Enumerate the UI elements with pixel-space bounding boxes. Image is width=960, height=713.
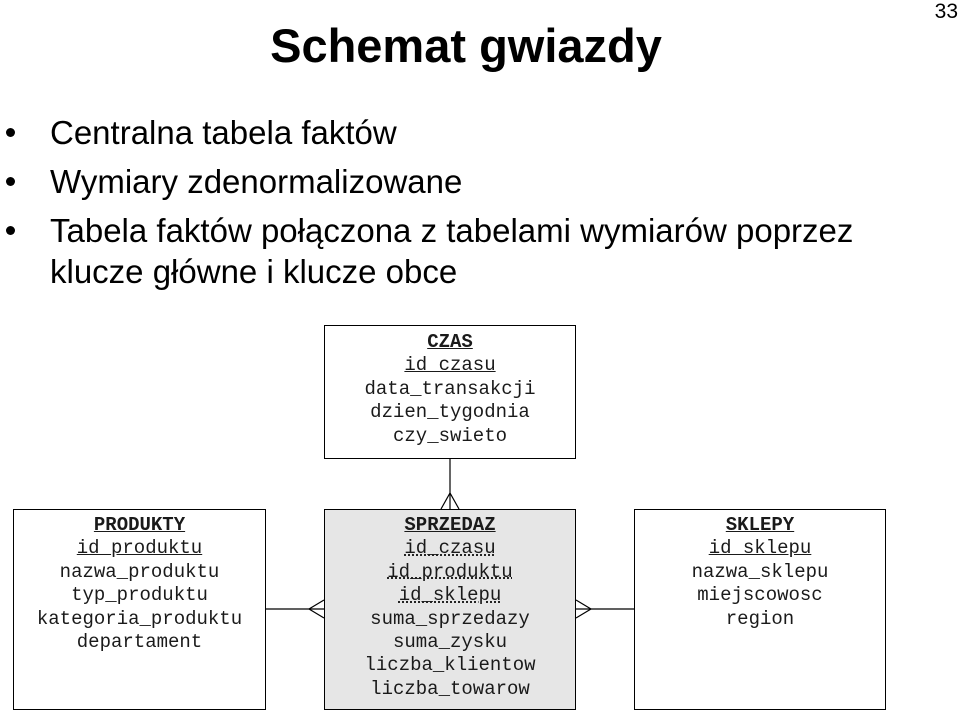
bullet-item: [50, 210, 900, 292]
entity-field: suma_sprzedazy: [370, 607, 530, 630]
slide-title: Schemat gwiazdy: [270, 19, 662, 72]
bullet-list: [50, 112, 900, 300]
bullet-text: Tabela faktów połączona z tabelami wymiarów poprzez klucze główne i klucze obce: [50, 212, 854, 290]
foreign-key-field: id_produktu: [387, 560, 513, 583]
bullet-text: Wymiary zdenormalizowane: [50, 163, 463, 200]
crows-foot-icon: [441, 493, 459, 509]
crows-foot-icon: [309, 600, 324, 618]
entity-produkty: [13, 509, 266, 710]
entity-name: SPRZEDAZ: [404, 514, 496, 536]
entity-name: CZAS: [427, 331, 473, 353]
entity-field: kategoria_produktu: [36, 607, 243, 630]
entity-field: liczba_klientow: [364, 654, 536, 677]
entity-field: suma_zysku: [392, 631, 508, 654]
entity-field: typ_produktu: [71, 584, 208, 607]
foreign-key-field: id_sklepu: [398, 584, 502, 607]
bullet-text: Centralna tabela faktów: [50, 114, 397, 151]
entity-field: departament: [76, 631, 203, 654]
entity-field: liczba_towarow: [370, 677, 530, 700]
page-number: 33: [934, 0, 958, 23]
entity-sprzedaz: [324, 509, 576, 710]
primary-key-field: id_czasu: [404, 354, 496, 377]
bullet-item: [50, 112, 900, 153]
crows-foot-icon: [576, 600, 591, 618]
entity-name: SKLEPY: [725, 514, 795, 536]
entity-field: czy_swieto: [392, 424, 508, 447]
bullet-item: [50, 161, 900, 202]
entity-field: nazwa_produktu: [59, 560, 220, 583]
bullet-dot-icon: [6, 226, 15, 235]
foreign-key-field: id_czasu: [404, 537, 496, 560]
primary-key-field: id_sklepu: [708, 537, 812, 560]
bullet-dot-icon: [6, 177, 15, 186]
entity-sklepy: [634, 509, 886, 710]
relationship-produkty-sprzedaz: [266, 600, 324, 618]
entity-field: miejscowosc: [697, 584, 823, 607]
relationship-sklepy-sprzedaz: [576, 600, 634, 618]
entity-field: region: [725, 607, 795, 630]
bullet-dot-icon: [6, 128, 15, 137]
entity-czas: [324, 325, 576, 459]
primary-key-field: id_produktu: [76, 537, 203, 560]
entity-field: data_transakcji: [364, 377, 536, 400]
entity-field: nazwa_sklepu: [691, 560, 829, 583]
entity-field: dzien_tygodnia: [370, 401, 530, 424]
entity-name: PRODUKTY: [93, 514, 186, 536]
relationship-czas-sprzedaz: [441, 459, 459, 509]
